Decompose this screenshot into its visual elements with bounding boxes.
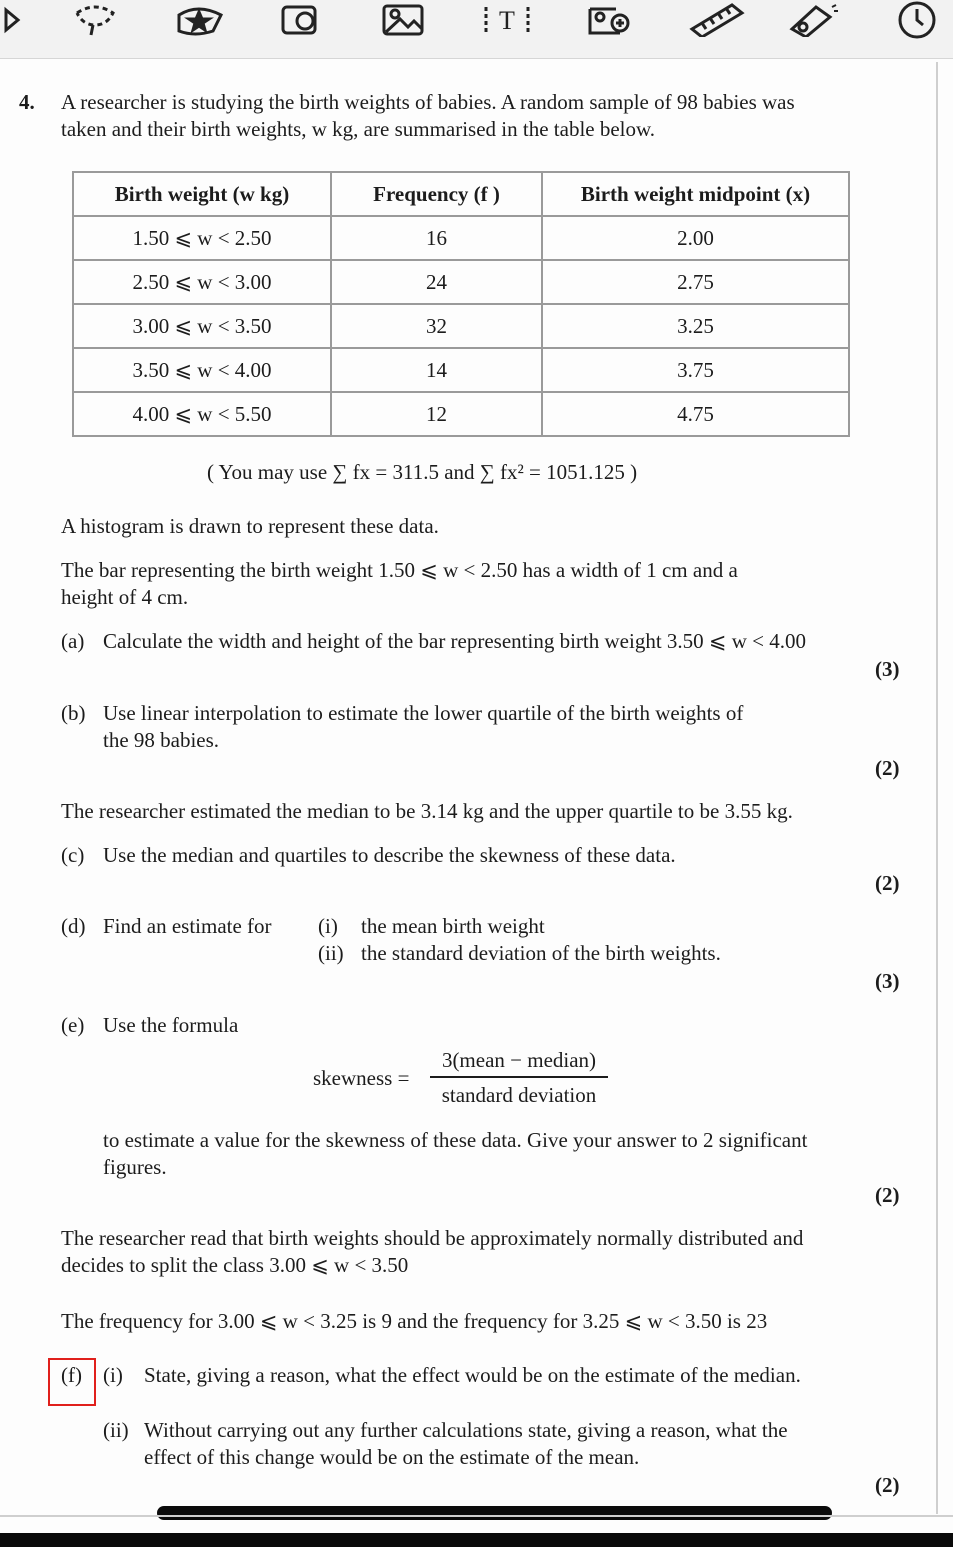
part-f-ii-label: (ii) [103, 1418, 129, 1442]
part-d-i-text: the mean birth weight [361, 914, 545, 938]
table-cell: 2.00 [542, 216, 849, 260]
sum-hint: ( You may use ∑ fx = 311.5 and ∑ fx² = 1051.125 ) [207, 460, 638, 484]
part-a-marks: (3) [875, 657, 900, 681]
ruler-icon[interactable] [688, 0, 748, 40]
camera-icon[interactable] [586, 0, 636, 40]
timer-icon[interactable] [894, 0, 940, 40]
part-e-text: to estimate a value for the skewness of these data. Give your answer to 2 significant [103, 1128, 808, 1152]
part-e-text: Use the formula [103, 1013, 239, 1037]
histogram-line: A histogram is drawn to represent these data. [61, 514, 439, 538]
part-e-marks: (2) [875, 1183, 900, 1207]
table-header: Birth weight (w kg) [73, 172, 331, 216]
intro-line: A researcher is studying the birth weights of babies. A random sample of 98 babies was [61, 90, 795, 114]
back-icon[interactable] [0, 0, 24, 40]
table-cell: 1.50 ⩽ w < 2.50 [73, 216, 331, 260]
page-edge [936, 62, 938, 1514]
table-header: Birth weight midpoint (x) [542, 172, 849, 216]
table-cell: 4.00 ⩽ w < 5.50 [73, 392, 331, 436]
part-e-text: figures. [103, 1155, 167, 1179]
part-d-text: Find an estimate for [103, 914, 272, 938]
part-c-text: Use the median and quartiles to describe the skewness of these data. [103, 843, 676, 867]
lasso-icon[interactable] [70, 0, 120, 40]
table-cell: 12 [331, 392, 542, 436]
median-line: The researcher estimated the median to be 3.14 kg and the upper quartile to be 3.55 kg. [61, 799, 793, 823]
svg-text:T: T [499, 6, 515, 35]
part-f-i-text: State, giving a reason, what the effect would be on the estimate of the median. [144, 1363, 801, 1387]
part-f-i-label: (i) [103, 1363, 123, 1387]
part-d-ii-text: the standard deviation of the birth weights. [361, 941, 721, 965]
table-row [73, 216, 849, 260]
text-icon[interactable] [480, 0, 534, 40]
horizontal-scrollbar[interactable] [157, 1506, 832, 1520]
part-f-ii-text: effect of this change would be on the estimate of the mean. [144, 1445, 640, 1469]
table-row [73, 392, 849, 436]
shape-icon[interactable] [276, 0, 324, 40]
part-b-text: Use linear interpolation to estimate the lower quartile of the birth weights of [103, 701, 744, 725]
table-cell: 3.00 ⩽ w < 3.50 [73, 304, 331, 348]
image-icon[interactable] [380, 0, 426, 40]
part-e-label: (e) [61, 1013, 85, 1037]
page-bottom-edge [0, 1515, 953, 1517]
skewness-formula [430, 1048, 608, 1108]
part-c-label: (c) [61, 843, 85, 867]
part-f-ii-text: Without carrying out any further calculations state, giving a reason, what the [144, 1418, 788, 1442]
table-cell: 2.50 ⩽ w < 3.00 [73, 260, 331, 304]
formula-denominator: standard deviation [441, 1083, 597, 1107]
table-row [73, 348, 849, 392]
bar-line: height of 4 cm. [61, 585, 189, 609]
part-b-label: (b) [61, 701, 86, 725]
fraction-bar [430, 1076, 608, 1078]
table-cell: 3.50 ⩽ w < 4.00 [73, 348, 331, 392]
frequency-line: The frequency for 3.00 ⩽ w < 3.25 is 9 and the frequency for 3.25 ⩽ w < 3.50 is 23 [61, 1309, 768, 1333]
question-number: 4. [19, 90, 35, 114]
part-a-text: Calculate the width and height of the bar representing birth weight 3.50 ⩽ w < 4.00 [103, 629, 807, 653]
part-d-ii-label: (ii) [318, 941, 344, 965]
table-cell: 14 [331, 348, 542, 392]
intro-line: taken and their birth weights, w kg, are summarised in the table below. [61, 117, 656, 141]
normal-line: The researcher read that birth weights should be approximately normally distributed and [61, 1226, 804, 1250]
part-f-marks: (2) [875, 1473, 900, 1497]
table-cell: 3.75 [542, 348, 849, 392]
table-cell: 32 [331, 304, 542, 348]
table-header: Frequency (f ) [331, 172, 542, 216]
bar-line: The bar representing the birth weight 1.50 ⩽ w < 2.50 has a width of 1 cm and a [61, 558, 738, 582]
part-c-marks: (2) [875, 871, 900, 895]
table-cell: 24 [331, 260, 542, 304]
part-d-label: (d) [61, 914, 86, 938]
part-f-label: (f) [61, 1363, 82, 1387]
part-b-text: the 98 babies. [103, 728, 220, 752]
annotation-toolbar [0, 0, 953, 59]
part-b-marks: (2) [875, 756, 900, 780]
table-cell: 3.25 [542, 304, 849, 348]
normal-line: decides to split the class 3.00 ⩽ w < 3.50 [61, 1253, 409, 1277]
formula-lhs: skewness = [313, 1066, 410, 1090]
table-row [73, 260, 849, 304]
formula-numerator: 3(mean − median) [441, 1048, 597, 1072]
birth-weight-table [72, 171, 850, 437]
favorite-star-icon[interactable] [170, 0, 226, 40]
table-cell: 2.75 [542, 260, 849, 304]
part-a-label: (a) [61, 629, 85, 653]
table-cell: 16 [331, 216, 542, 260]
eraser-icon[interactable] [786, 0, 842, 40]
part-d-i-label: (i) [318, 914, 338, 938]
table-cell: 4.75 [542, 392, 849, 436]
bottom-bar [0, 1533, 953, 1547]
part-d-marks: (3) [875, 969, 900, 993]
table-row [73, 304, 849, 348]
table-header-row [73, 172, 849, 216]
